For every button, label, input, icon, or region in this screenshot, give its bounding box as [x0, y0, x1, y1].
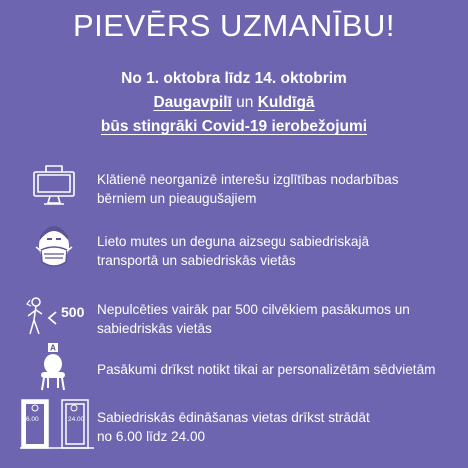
- restrictions-heading: būs stingrāki Covid-19 ierobežojumi: [100, 118, 368, 135]
- rule-text-line: no 6.00 līdz 24.00: [97, 429, 206, 444]
- conjunction: un: [236, 94, 254, 111]
- rule-text-line: Sabiedriskās ēdināšanas vietas drīkst strādāt: [97, 410, 370, 425]
- rule-text-line: Lieto mutes un deguna aizsegu sabiedriskajā: [97, 234, 370, 249]
- door-open-time: 6.00: [26, 416, 39, 423]
- open-hours-doors-icon: [18, 398, 96, 450]
- city-daugavpils: Daugavpilī: [153, 94, 232, 111]
- face-mask-icon: [33, 224, 75, 274]
- computer-icon: [32, 164, 76, 206]
- cities-heading: [0, 92, 468, 114]
- rule-text-line: Nepulcēties vairāk par 500 cilvēkiem pasākumos un: [97, 302, 410, 317]
- rule-text-line: transportā un sabiedriskās vietās: [97, 253, 296, 268]
- date-range-heading: No 1. oktobra līdz 14. oktobrim: [121, 70, 347, 87]
- crowd-limit-label: 500: [61, 304, 85, 320]
- svg-text:A: A: [50, 343, 56, 353]
- rule-text-line: sabiedriskās vietās: [97, 321, 212, 336]
- reserved-seat-icon: [36, 342, 70, 394]
- city-kuldiga: Kuldīgā: [257, 94, 315, 111]
- page-title: PIEVĒRS UZMANĪBU!: [73, 8, 395, 43]
- rule-text-line: bērniem un pieaugušajiem: [97, 191, 257, 206]
- door-close-time: 24.00: [68, 416, 85, 423]
- rule-text-line: Klātienē neorganizē interešu izglītības nodarbības: [97, 172, 399, 187]
- rule-text-line: Pasākumi drīkst notikt tikai ar personalizētām sēdvietām: [97, 362, 436, 377]
